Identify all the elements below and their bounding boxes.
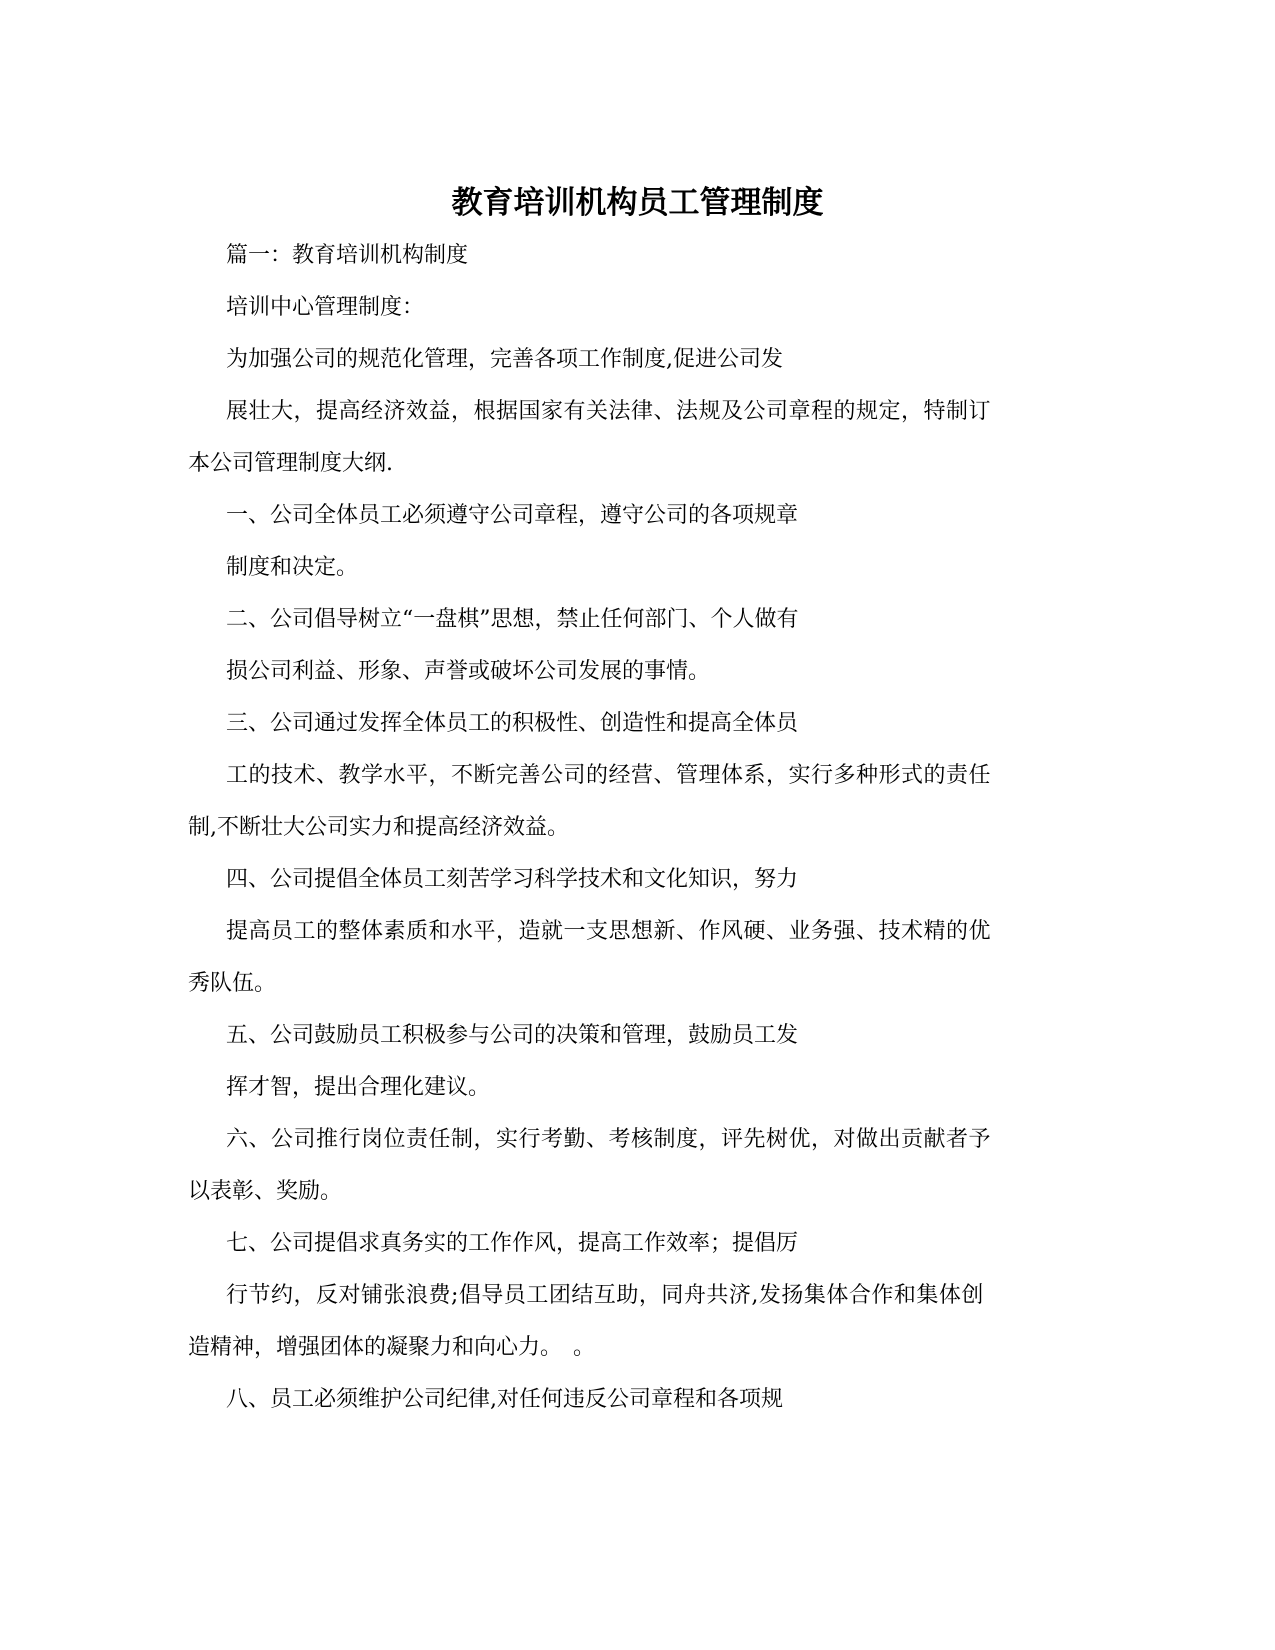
- text-line: 四、公司提倡全体员工刻苦学习科学技术和文化知识，努力: [226, 867, 799, 892]
- text-line: 二、公司倡导树立“一盘棋”思想，禁止任何部门、个人做有: [226, 607, 799, 632]
- text-line: 五、公司鼓励员工积极参与公司的决策和管理，鼓励员工发: [226, 1023, 799, 1048]
- text-line: 八、员工必须维护公司纪律,对任何违反公司章程和各项规: [226, 1387, 783, 1412]
- text-line: 以表彰、奖励。: [188, 1179, 343, 1204]
- text-line: 六、公司推行岗位责任制，实行考勤、考核制度，评先树优，对做出贡献者予: [226, 1127, 992, 1152]
- text-line: 培训中心管理制度：: [226, 295, 425, 320]
- text-line: 工的技术、教学水平，不断完善公司的经营、管理体系，实行多种形式的责任: [226, 763, 992, 788]
- text-line: 损公司利益、形象、声誉或破坏公司发展的事情。: [226, 659, 711, 684]
- text-line: 七、公司提倡求真务实的工作作风，提高工作效率；提倡厉: [226, 1231, 799, 1256]
- text-line: 提高员工的整体素质和水平，造就一支思想新、作风硬、业务强、技术精的优: [226, 919, 992, 944]
- text-line: 三、公司通过发挥全体员工的积极性、创造性和提高全体员: [226, 711, 799, 736]
- text-line: 篇一：教育培训机构制度: [226, 243, 469, 268]
- text-line: 秀队伍。: [188, 971, 277, 996]
- text-line: 行节约，反对铺张浪费;倡导员工团结互助，同舟共济,发扬集体合作和集体创: [226, 1283, 984, 1308]
- text-line: 本公司管理制度大纲.: [188, 451, 393, 476]
- document-title: 教育培训机构员工管理制度: [451, 185, 824, 221]
- text-line: 制度和决定。: [226, 555, 359, 580]
- text-line: 展壮大，提高经济效益，根据国家有关法律、法规及公司章程的规定，特制订: [226, 399, 992, 424]
- text-line: 一、公司全体员工必须遵守公司章程，遵守公司的各项规章: [226, 503, 799, 528]
- text-line: 为加强公司的规范化管理，完善各项工作制度,促进公司发: [226, 347, 783, 372]
- text-line: 制,不断壮大公司实力和提高经济效益。: [188, 815, 569, 840]
- text-line: 挥才智，提出合理化建议。: [226, 1075, 491, 1100]
- text-line: 造精神，增强团体的凝聚力和向心力。 。: [188, 1335, 596, 1360]
